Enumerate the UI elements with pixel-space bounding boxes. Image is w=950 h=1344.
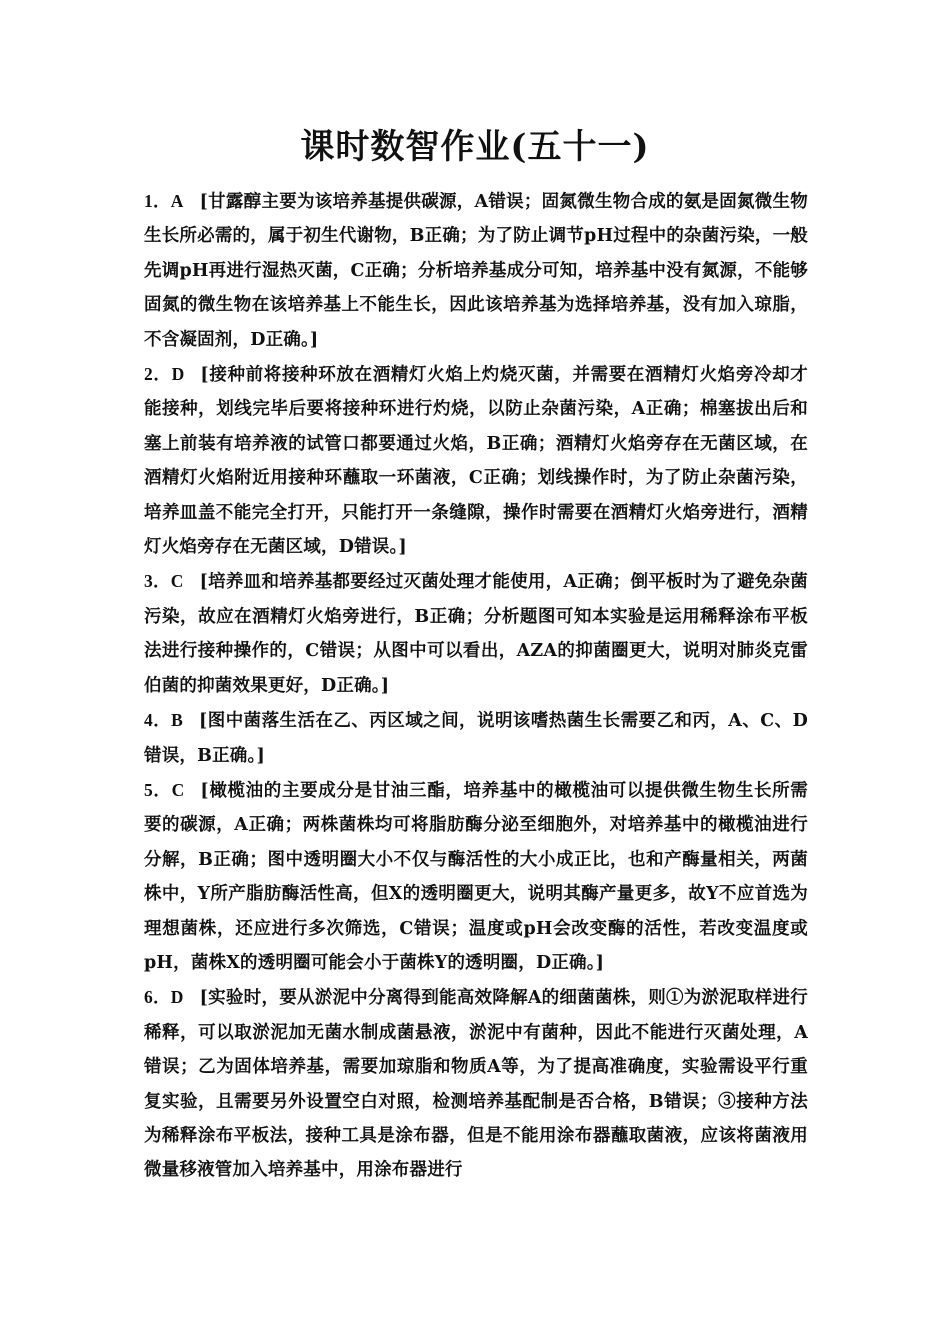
answer-item	[144, 184, 808, 357]
answer-list	[144, 184, 808, 1188]
answer-explanation: [接种前将接种环放在酒精灯火焰上灼烧灭菌，并需要在酒精灯火焰旁冷却才能接种，划线完毕后要将接种环进行灼烧，以防止杂菌污染，A正确；棉塞拔出后和塞上前装有培养液的试管口都要通过火焰，B正确；酒精灯火焰旁存在无菌区域，在酒精灯火焰附近用接种环蘸取一环菌液，C正确；划线操作时，为了防止杂菌污染，培养皿盖不能完全打开，只能打开一条缝隙，操作时需要在酒精灯火焰旁进行，酒精灯火焰旁存在无菌区域，D错误。]	[144, 365, 808, 558]
answer-choice: C	[171, 779, 185, 800]
answer-explanation: [实验时，要从淤泥中分离得到能高效降解A的细菌菌株，则①为淤泥取样进行稀释，可以取淤泥加无菌水制成菌悬液，淤泥中有菌种，因此不能进行灭菌处理，A错误；乙为固体培养基，需要加琼脂和物质A等，为了提高准确度，实验需设平行重复实验，且需要另外设置空白对照，检测培养基配制是否合格，B错误；③接种方法为稀释涂布平板法，接种工具是涂布器，但是不能用涂布器蘸取菌液，应该将菌液用微量移液管加入培养基中，用涂布器进行	[144, 988, 809, 1181]
answer-number: 6．	[144, 987, 171, 1008]
answer-choice: C	[170, 571, 184, 592]
answer-number: 1．	[144, 191, 171, 211]
answer-item	[144, 564, 808, 703]
answer-number: 4．	[144, 710, 172, 731]
answer-item	[144, 980, 808, 1187]
answer-number: 5．	[144, 779, 172, 800]
answer-explanation: [橄榄油的主要成分是甘油三酯，培养基中的橄榄油可以提供微生物生长所需要的碳源，A正确；两株菌株均可将脂肪酶分泌至细胞外，对培养基中的橄榄油进行分解，B正确；图中透明圈大小不仅与酶活性的大小成正比，也和产酶量相关，两菌株中，Y所产脂肪酶活性高，但X的透明圈更大，说明其酶产量更多，故Y不应首选为理想菌株，还应进行多次筛选，C错误；温度或pH会改变酶的活性，若改变温度或pH，菌株X的透明圈可能会小于菌株Y的透明圈，D正确。]	[144, 780, 808, 973]
answer-item	[144, 703, 808, 773]
answer-choice: A	[170, 191, 184, 211]
answer-choice: B	[171, 710, 184, 731]
answer-explanation: [图中菌落生活在乙、丙区域之间，说明该嗜热菌生长需要乙和丙，A、C、D错误，B正确。]	[144, 711, 808, 766]
answer-explanation: [甘露醇主要为该培养基提供碳源，A错误；固氮微生物合成的氨是固氮微生物生长所必需的，属于初生代谢物，B正确；为了防止调节pH过程中的杂菌污染，一般先调pH再进行湿热灭菌，C正确；分析培养基成分可知，培养基中没有氮源，不能够固氮的微生物在该培养基上不能生长，因此该培养基为选择培养基，没有加入琼脂，不含凝固剂，D正确。]	[144, 192, 809, 350]
answer-explanation: [培养皿和培养基都要经过灭菌处理才能使用，A正确；倒平板时为了避免杂菌污染，故应在酒精灯火焰旁进行，B正确；分析题图可知本实验是运用稀释涂布平板法进行接种操作的，C错误；从图中可以看出，AZA的抑菌圈更大，说明对肺炎克雷伯菌的抑菌效果更好，D正确。]	[144, 572, 809, 696]
page-title: 课时数智作业(五十一)	[300, 127, 650, 167]
answer-number: 2．	[144, 364, 172, 385]
answer-choice: D	[170, 987, 184, 1008]
answer-item	[144, 773, 808, 980]
answer-choice: D	[171, 364, 185, 385]
answer-number: 3．	[144, 571, 171, 592]
answer-item	[144, 357, 808, 564]
